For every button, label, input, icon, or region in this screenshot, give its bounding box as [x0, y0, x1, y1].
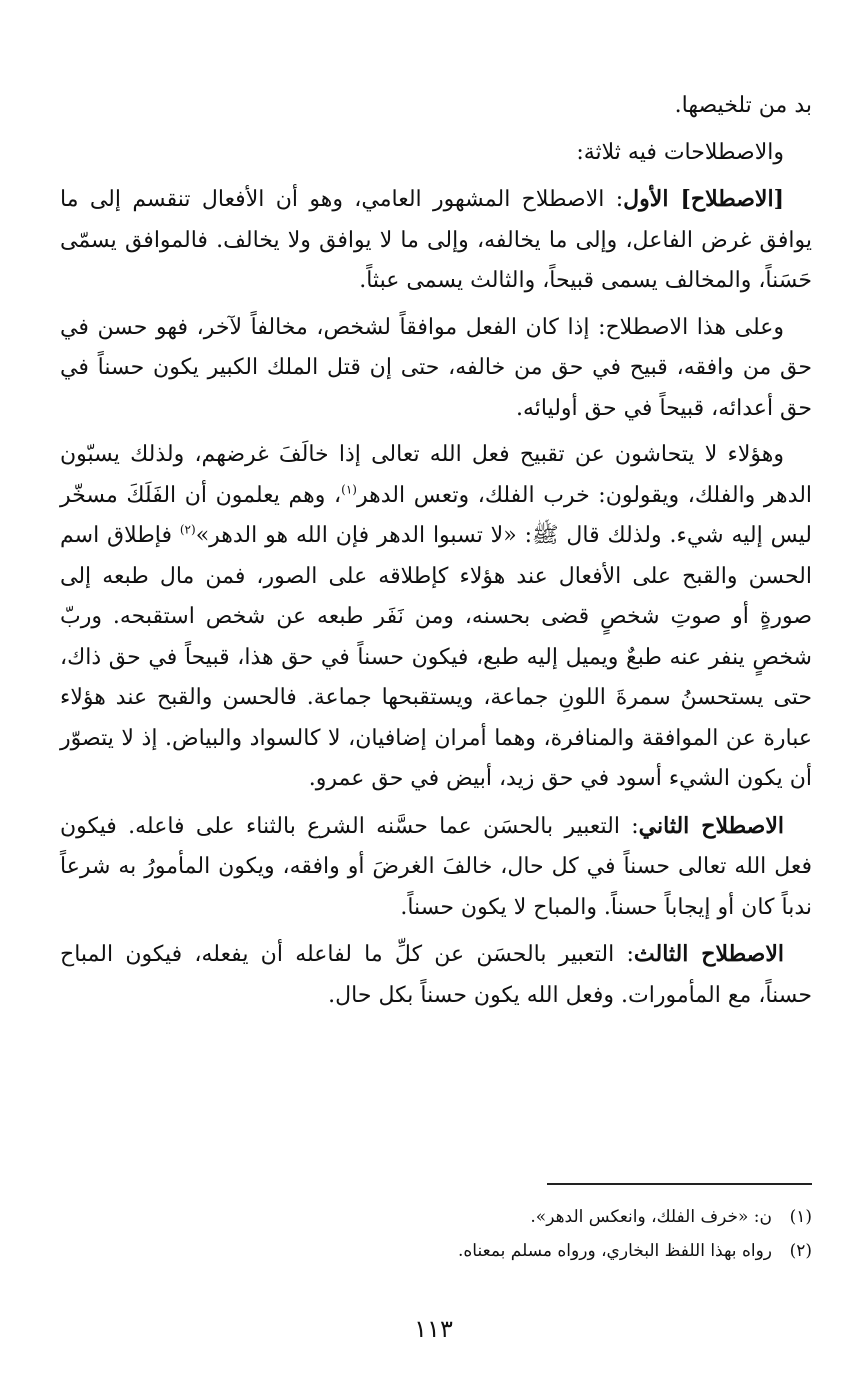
paragraph-7	[60, 934, 812, 1016]
footnote-1	[60, 1200, 812, 1234]
third-term-label: الاصطلاح الثالث	[633, 941, 784, 967]
paragraph-5-text-c: فإطلاق اسم الحسن والقبح على الأفعال عند هؤلاء كإطلاقه على الصور، فمن مال طبعه إلى صورةٍ أو صوتِ شخصٍ قضى بحسنه، ومن نَفَر طبعه عن شخص استقبحه. وربّ شخصٍ ينفر عنه طبعٌ ويميل إليه طبع، فيكون حسناً في حق هذا، قبيحاً في حق ذاك، حتى يستحسنُ سمرةَ اللونِ جماعة، ويستقبحها جماعة. فالحسن والقبح عند هؤلاء عبارة عن الموافقة والمنافرة، وهما أمران إضافيان، لا كالسواد والبياض. إذ لا يتصوّر أن يكون الشيء أسود في حق زيد، أبيض في حق عمرو.	[60, 523, 812, 791]
second-term-label: الاصطلاح الثاني	[638, 812, 784, 839]
footnotes	[60, 1200, 812, 1268]
footnote-2-number: (٢)	[789, 1241, 812, 1261]
footnote-ref-2[interactable]: (٢)	[179, 522, 196, 537]
footnote-2-text: رواه بهذا اللفظ البخاري، ورواه مسلم بمعناه.	[458, 1241, 772, 1261]
page-body	[60, 86, 812, 1022]
footnote-1-number: (١)	[789, 1207, 812, 1227]
paragraph-4: وعلى هذا الاصطلاح: إذا كان الفعل موافقاً لشخص، مخالفاً لآخر، فهو حسن في حق من وافقه، قبيح في حق من خالفه، حتى إن قتل الملك الكبير يكون حسناً في حق أعدائه، قبيحاً في حق أوليائه.	[60, 314, 813, 421]
paragraph-5-text-a: وهؤلاء لا يتحاشون عن تقبيح فعل الله تعالى إذا خالَفَ غرضهم، ولذلك يسبّون الدهر والفلك، ويقولون: خرب الفلك، وتعس الدهر	[60, 442, 813, 508]
footnote-2	[60, 1234, 812, 1268]
first-term-text: : الاصطلاح المشهور العامي، وهو أن الأفعال تنقسم إلى ما يوافق غرض الفاعل، وإلى ما يخالفه، وإلى ما لا يوافق ولا يخالف. فالموافق يسمّى حَسَناً، والمخالف يسمى قبيحاً، والثالث يسمى عبثاً.	[60, 187, 812, 293]
footnote-divider	[547, 1183, 812, 1185]
paragraph-5	[60, 435, 812, 800]
paragraph-1: بد من تلخيصها.	[674, 93, 812, 118]
paragraph-5-text-b: ، وهم يعلمون أن الفَلَكَ مسخّر ليس إليه شيء. ولذلك قال ﷺ: «لا تسبوا الدهر فإن الله هو الدهر»	[60, 482, 812, 548]
second-term-text: : التعبير بالحسَن عما حسَّنه الشرع بالثناء على فاعله. فيكون فعل الله تعالى حسناً في كل حال، خالفَ الغرضَ أو وافقه، ويكون المأمورُ به شرعاً ندباً كان أو إيجاباً حسناً. والمباح لا يكون حسناً.	[60, 813, 813, 920]
paragraph-6	[60, 806, 812, 929]
third-term-text: : التعبير بالحسَن عن كلِّ ما لفاعله أن يفعله، فيكون المباح حسناً، مع المأمورات. وفعل الله يكون حسناً بكل حال.	[60, 942, 812, 1008]
footnote-1-text: ن: «خرف الفلك، وانعكس الدهر».	[530, 1207, 772, 1227]
first-term-label: [الاصطلاح] الأول	[623, 186, 785, 212]
paragraph-2: والاصطلاحات فيه ثلاثة:	[576, 139, 784, 165]
paragraph-3	[60, 179, 812, 302]
page-number: ١١٣	[414, 1315, 453, 1343]
footnote-ref-1[interactable]: (١)	[341, 482, 357, 497]
